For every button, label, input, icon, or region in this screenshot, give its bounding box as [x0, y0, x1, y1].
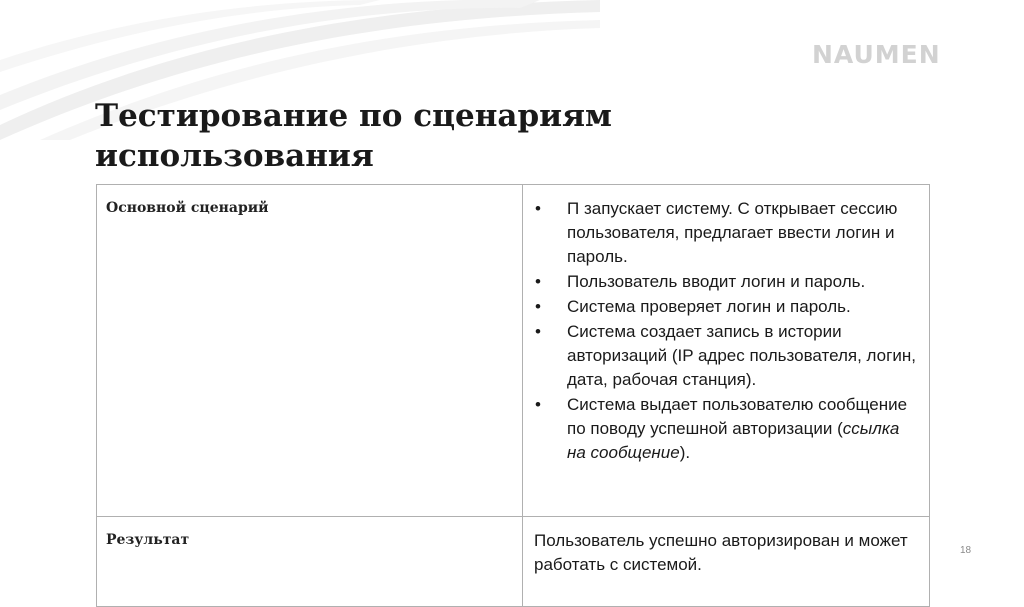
list-item [534, 295, 919, 319]
table-row [97, 185, 930, 517]
step-text: Система проверяет логин и пароль. [567, 297, 851, 316]
result-cell [523, 517, 930, 607]
bullet-icon: • [535, 199, 541, 218]
step-text: Система создает запись в истории авторизаций (IP адрес пользователя, логин, дата, рабочая станция). [567, 322, 916, 389]
step-text-part: Система выдает пользователю сообщение по поводу успешной авторизации ( [567, 395, 908, 438]
message-link: ссылка на сообщение [567, 419, 900, 462]
main-scenario-steps [523, 185, 930, 517]
main-scenario-label: Основной сценарий [97, 185, 523, 517]
step-text-part: ). [679, 443, 691, 462]
bullet-icon: • [535, 395, 541, 414]
result-text: Пользователь успешно авторизирован и может работать с системой. [534, 531, 908, 574]
result-label: Результат [97, 517, 523, 607]
bullet-icon: • [535, 297, 541, 316]
steps-list [534, 197, 919, 465]
bullet-icon: • [535, 322, 541, 341]
page-title: Тестирование по сценариям использования [95, 98, 612, 174]
scenario-table [96, 184, 930, 607]
naumen-logo: NAUMEN [812, 40, 941, 69]
bullet-icon: • [535, 272, 541, 291]
step-text: П запускает систему. С открывает сессию пользователя, предлагает ввести логин и пароль. [567, 199, 898, 266]
list-item [534, 393, 919, 465]
step-text [567, 395, 907, 462]
step-text: Пользователь вводит логин и пароль. [567, 272, 866, 291]
list-item [534, 320, 919, 392]
table-row [97, 517, 930, 607]
list-item [534, 197, 919, 269]
page-number: 18 [960, 545, 972, 556]
list-item [534, 270, 919, 294]
